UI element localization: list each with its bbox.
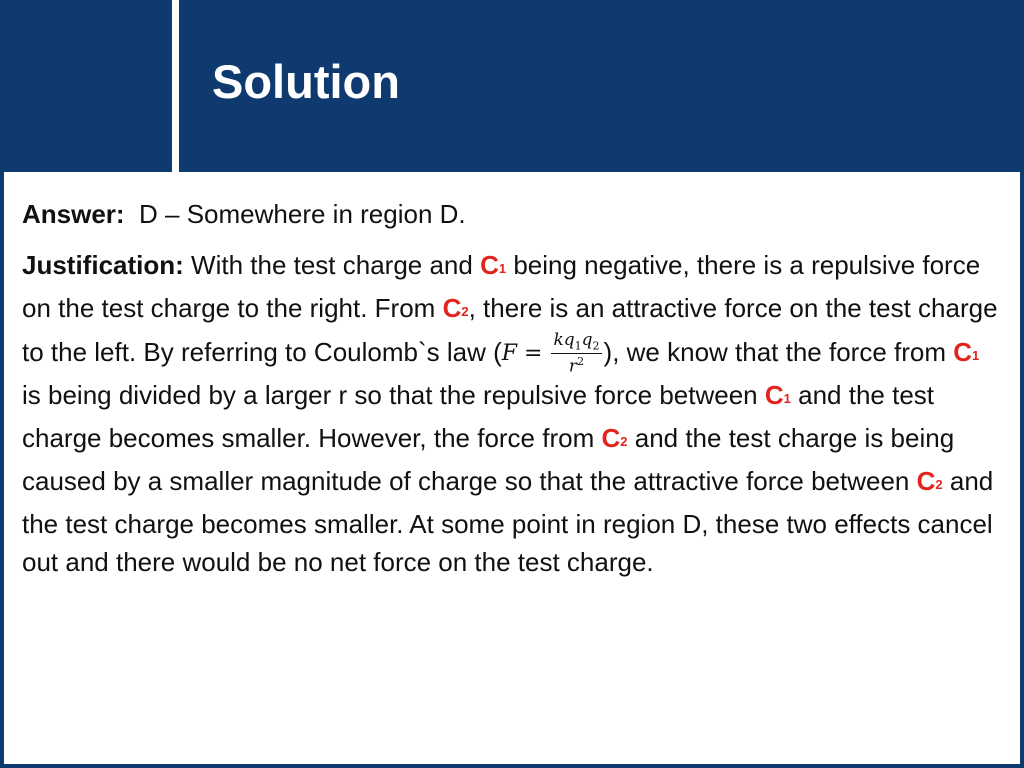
coulomb-formula: F = $\frac{kq_1q_2}{r^2}$	[501, 330, 600, 378]
charge-c2-label: C2	[442, 293, 469, 323]
answer-text: D – Somewhere in region D.	[139, 199, 466, 229]
charge-c1-label: C1	[480, 250, 507, 280]
content-panel	[4, 172, 1020, 764]
justification-paragraph	[22, 246, 1002, 581]
justification-text-8: and the test charge becomes smaller. At some point in region D, these two effects cancel out and there would be no net force on the test charge.	[22, 466, 994, 578]
justification-text-2: being negative, there is a repulsive force on the test charge to the right. From	[22, 250, 981, 323]
justification-text-1: With the test charge and	[191, 250, 473, 280]
justification-text-4: ), we know that the force from	[603, 336, 947, 367]
justification-label: Justification:	[22, 250, 184, 280]
charge-c1-label: C1	[764, 380, 791, 411]
formula-fraction: $\frac{kq_1q_2}{r^2}$	[553, 330, 600, 378]
header-band	[0, 0, 1024, 172]
justification-text-5: is being divided by a larger r so that the repulsive force between	[22, 380, 758, 411]
charge-c1-label: C1	[953, 336, 980, 367]
page-title: Solution	[212, 55, 400, 108]
justification-text-6: and the test charge becomes smaller. However, the force from	[22, 380, 935, 454]
justification-text-3: , there is an attractive force on the test charge to the left. By referring to Coulomb`s law (	[22, 293, 998, 367]
justification-text-7: and the test charge is being caused by a smaller magnitude of charge so that the attractive force between	[22, 423, 955, 497]
header-divider	[172, 0, 179, 172]
charge-c2-label: C2	[601, 423, 628, 454]
charge-c2-label: C2	[916, 466, 943, 497]
answer-line	[22, 196, 1002, 232]
answer-label: Answer:	[22, 199, 125, 229]
